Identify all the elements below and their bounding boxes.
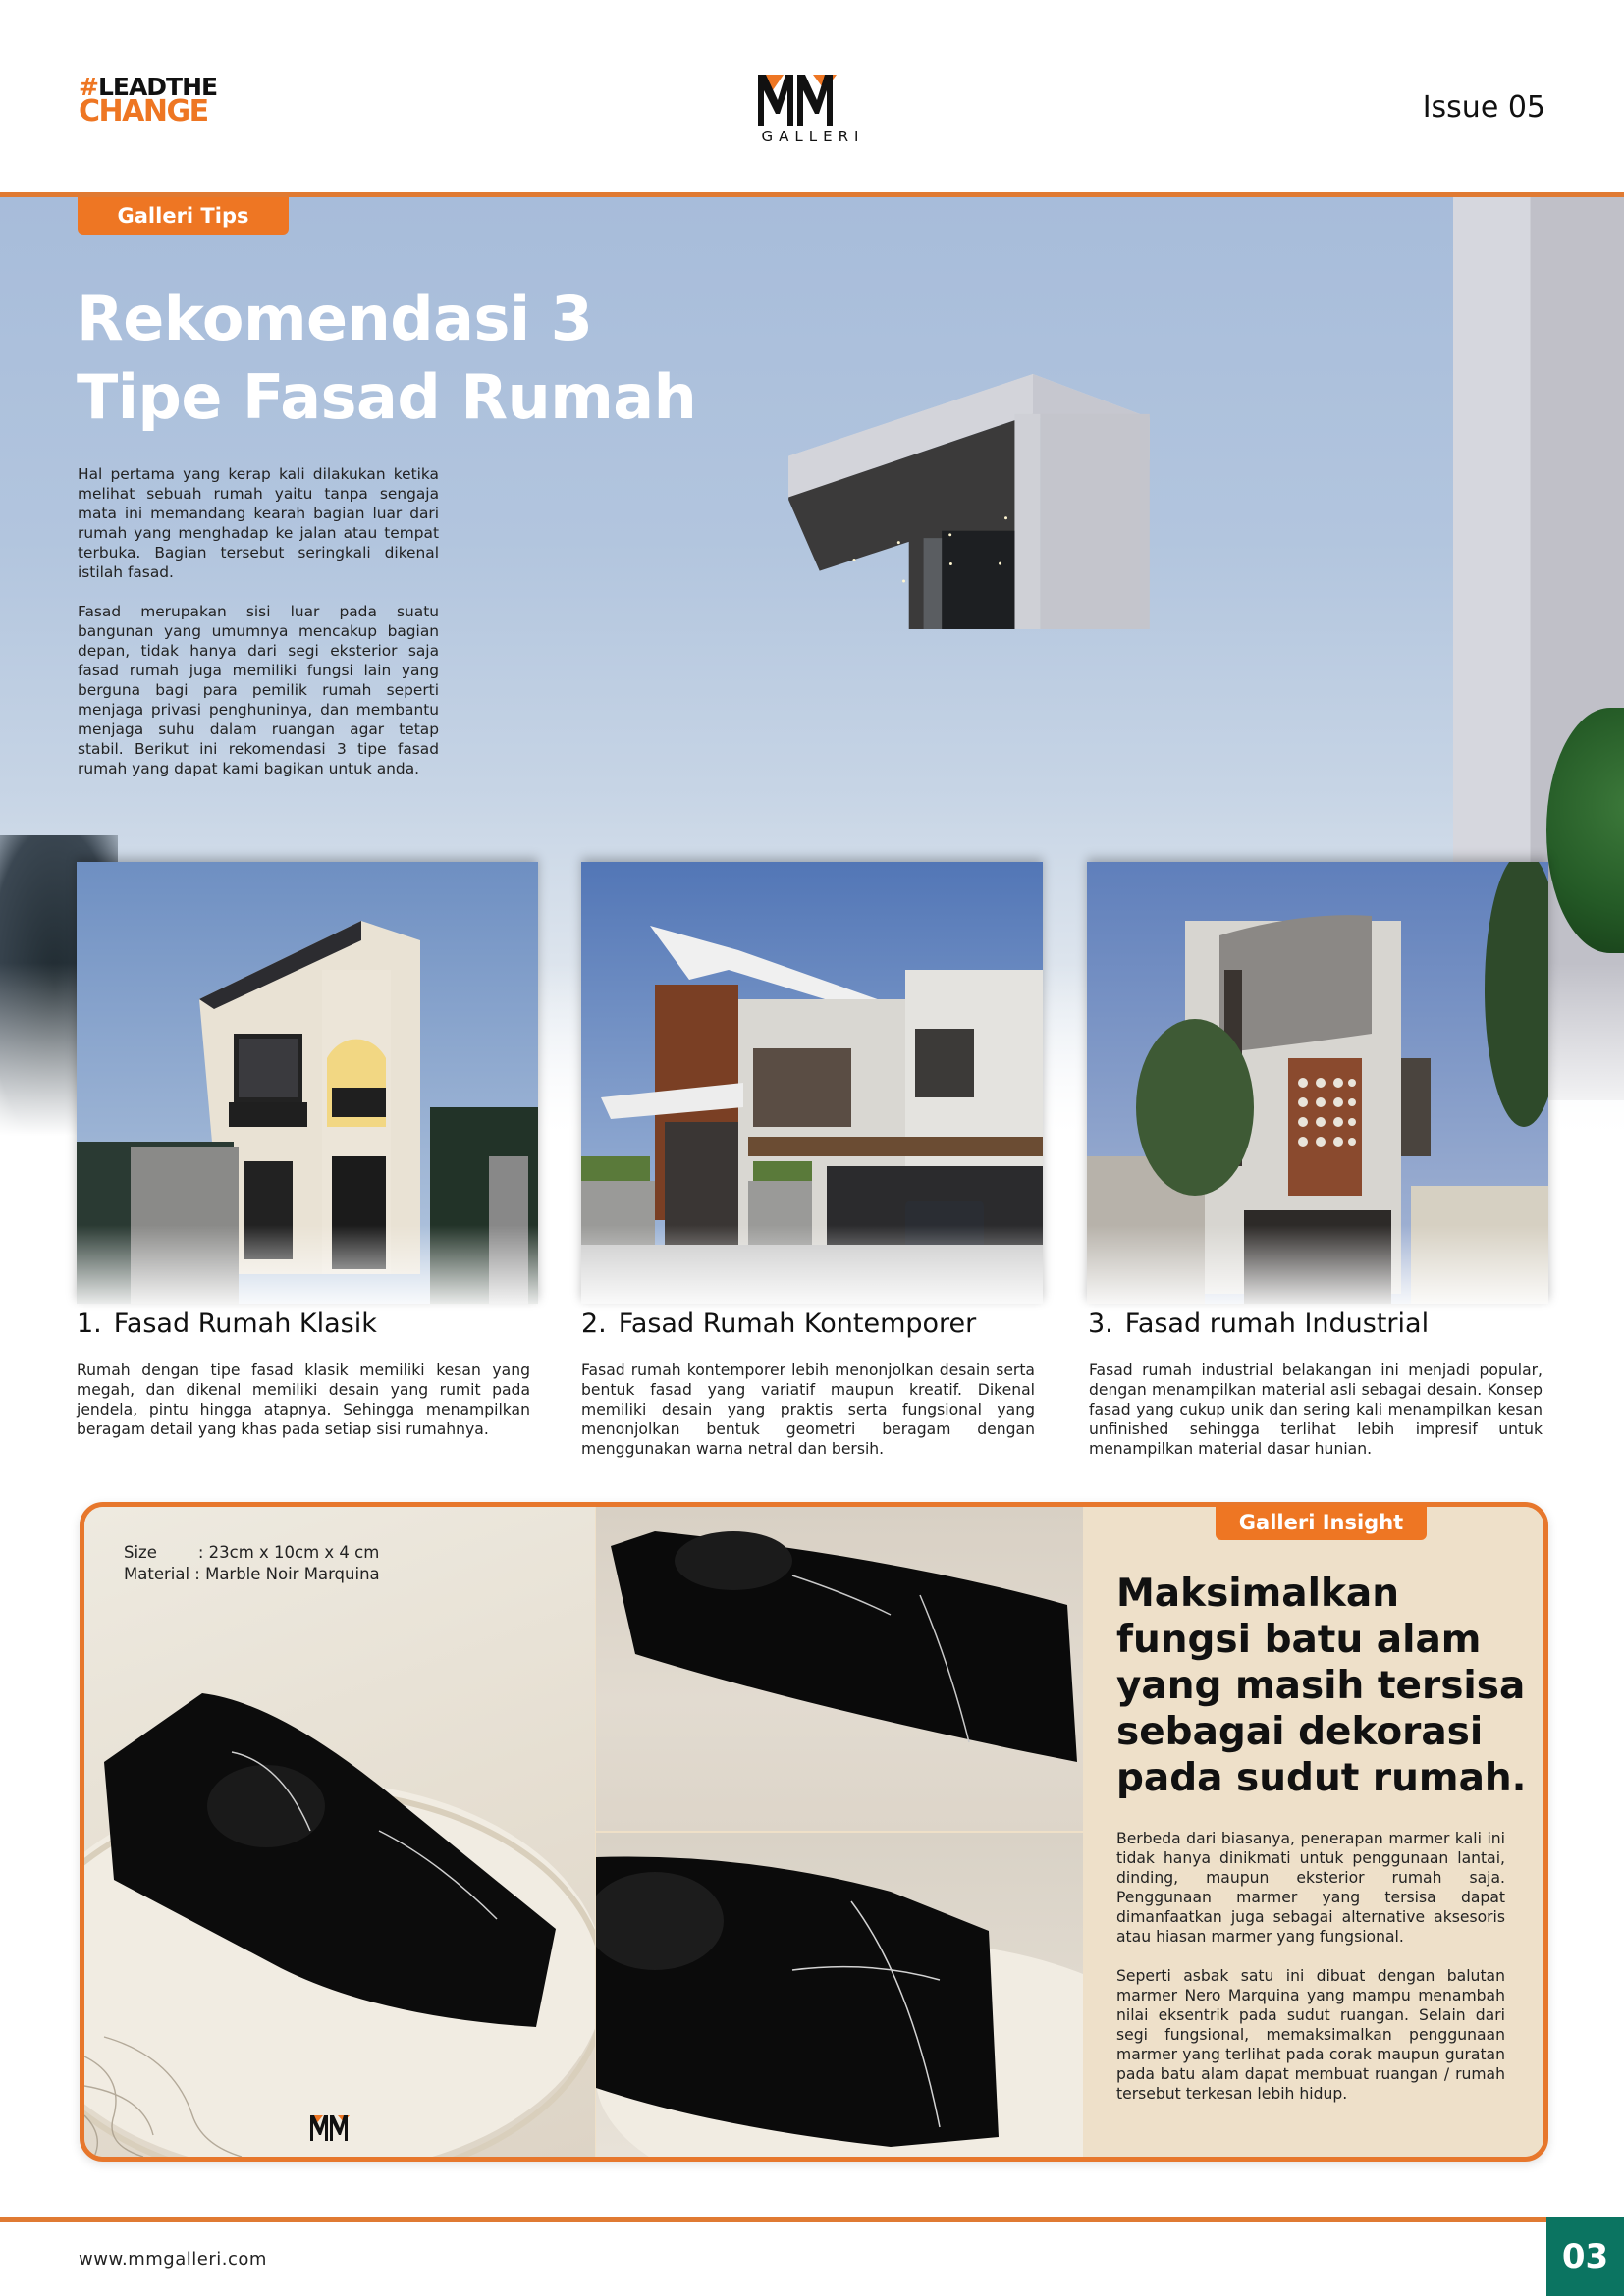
page-title	[77, 280, 696, 437]
facade-title-contemporary	[581, 1308, 976, 1339]
insight-paragraph: Seperti asbak satu ini dibuat dengan balutan marmer Nero Marquina yang mampu menambah nilai eksentrik pada sudut ruangan. Selain dari segi fungsional, memaksimalkan penggunaan marmer yang terlihat pada corak maupun guratan pada batu alam dapat membuat ruangan / rumah tersebut terkesan lebih hidup.	[1116, 1967, 1505, 2103]
intro-text	[78, 464, 439, 778]
tagline-line1: LEADTHE	[97, 73, 218, 101]
footer-divider	[0, 2217, 1546, 2222]
facade-description-contemporary: Fasad rumah kontemporer lebih menonjolkan desain serta bentuk fasad yang variatif maupun kreatif. Dikenal memiliki desain yang praktis serta fungsional yang menonjolkan bentuk geometri beragam dengan menggunakan warna netral dan bersih.	[581, 1362, 1035, 1458]
facade-title-text: Fasad Rumah Kontemporer	[618, 1308, 977, 1339]
title-line1: Rekomendasi 3	[77, 283, 593, 354]
tagline-line2: CHANGE	[79, 94, 208, 129]
marble-ashtray-photo-top	[596, 1507, 1083, 1831]
marble-ashtray-photo-main	[84, 1507, 595, 2157]
classic-facade-image	[77, 862, 538, 1304]
insight-title: Maksimalkan fungsi batu alam yang masih tersisa sebagai dekorasi pada sudut rumah.	[1116, 1572, 1527, 1800]
website-link[interactable]: www.mmgalleri.com	[79, 2249, 267, 2269]
facade-number: 1.	[77, 1308, 102, 1339]
title-line2: Tipe Fasad Rumah	[77, 361, 697, 433]
insight-body	[1116, 1829, 1505, 2104]
contemporary-facade-image	[581, 862, 1043, 1304]
facade-description-classic: Rumah dengan tipe fasad klasik memiliki kesan yang megah, dan dikenal memiliki desain yang rumit pada jendela, pintu hingga atapnya. Sehingga menampilkan beragam detail yang khas pada setiap sisi rumahnya.	[77, 1362, 530, 1438]
issue-number: Issue 05	[1422, 90, 1545, 125]
lead-the-change-tagline	[79, 73, 218, 129]
facade-title-classic	[77, 1308, 377, 1339]
page-header	[0, 0, 1624, 192]
facade-number: 2.	[581, 1308, 607, 1339]
facade-title-text: Fasad rumah Industrial	[1124, 1308, 1430, 1339]
intro-paragraph: Hal pertama yang kerap kali dilakukan ketika melihat sebuah rumah yaitu tanpa sengaja mata ini memandang kearah bagian luar dari rumah yang menghadap ke jalan atau tempat terbuka. Bagian tersebut seringkali dikenal istilah fasad.	[78, 465, 439, 581]
logo-wordmark: GALLERI	[761, 128, 865, 145]
intro-paragraph: Fasad merupakan sisi luar pada suatu bangunan yang umumnya mencakup bagian depan, tidak hanya dari segi eksterior saja fasad rumah juga memiliki fungsi lain yang berguna bagi para pemilik rumah seperti menjaga privasi penghuninya, dan membantu menjaga suhu dalam ruangan agar tetap stabil. Berikut ini rekomendasi 3 tipe fasad rumah yang dapat kami bagikan untuk anda.	[78, 603, 439, 777]
insight-paragraph: Berbeda dari biasanya, penerapan marmer kali ini tidak hanya dinikmati untuk penggunaan lantai, dinding, maupun eksterior rumah saja. Penggunaan marmer yang tersisa dapat dimanfaatkan juga sebagai alternative aksesoris atau hiasan marmer yang fungsional.	[1116, 1830, 1505, 1946]
spec-material: Material : Marble Noir Marquina	[124, 1565, 380, 1583]
mm-watermark-icon	[310, 2113, 365, 2143]
galleri-insight-badge: Galleri Insight	[1216, 1505, 1427, 1540]
marble-ashtray-photo-bottom	[596, 1833, 1083, 2157]
facade-title-text: Fasad Rumah Klasik	[113, 1308, 377, 1339]
facade-number: 3.	[1088, 1308, 1113, 1339]
page-number-badge: 03	[1546, 2217, 1624, 2296]
facade-title-industrial	[1088, 1308, 1429, 1339]
tagline-hash: #	[79, 73, 98, 101]
product-spec	[124, 1542, 380, 1585]
industrial-facade-image	[1087, 862, 1548, 1304]
galleri-tips-badge: Galleri Tips	[78, 197, 289, 235]
facade-description-industrial: Fasad rumah industrial belakangan ini menjadi popular, dengan menampilkan material asli sebagai desain. Konsep fasad yang cukup unik dan sering kali menampilkan kesan unfinished sehingga terlihat lebih impresif untuk menampilkan material dasar hunian.	[1089, 1362, 1543, 1458]
spec-size: Size : 23cm x 10cm x 4 cm	[124, 1543, 380, 1562]
